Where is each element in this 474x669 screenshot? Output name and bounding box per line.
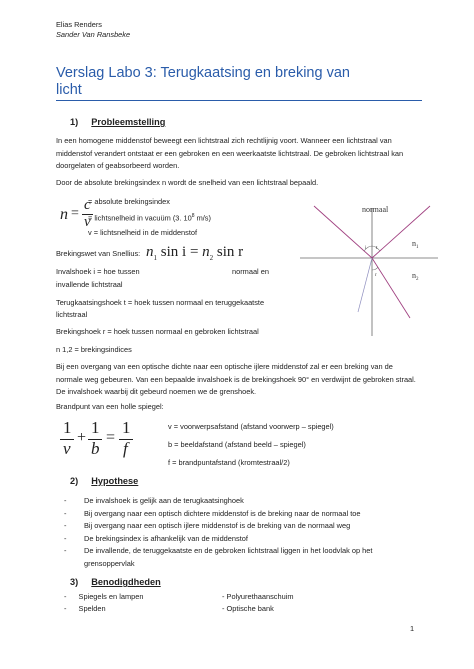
def-c: = lichtsnelheid in vacuüm (3. $10^8$ m/s)	[88, 213, 211, 223]
section-1-number: 1)	[70, 117, 79, 127]
snell-formula: $n_1$ $\sin i = n_2$ sin r	[146, 244, 244, 262]
section-2-number: 2)	[70, 476, 79, 486]
author-2: Sander Van Ransbeke	[56, 30, 131, 39]
section-2-title: Hypothese	[91, 476, 139, 486]
list-item: - De invalshoek is gelijk aan de terugkaatsinghoek	[56, 495, 426, 508]
hypothesis-list	[56, 495, 426, 570]
section-3-heading	[70, 577, 161, 587]
incidence-def-3: invallende lichtstraal	[56, 280, 123, 289]
list-item: - De brekingsindex is afhankelijk van de middenstof	[56, 533, 426, 546]
section-2-heading	[70, 476, 138, 486]
section-3-number: 3)	[70, 577, 79, 587]
title-underline	[56, 100, 422, 101]
reflection-def-1: Terugkaatsingshoek t = hoek tussen normaal en teruggekaatste	[56, 298, 265, 307]
list-item: - De invallende, de teruggekaatste en de gebroken lichtstraal liggen in het loodvlak op het	[56, 545, 426, 558]
def-n: = absolute brekingsindex	[88, 197, 170, 206]
equipment-right-1: - Polyurethaanschuim	[222, 592, 294, 601]
mirror-def-v: v = voorwerpsafstand (afstand voorwerp – spiegel)	[168, 422, 334, 431]
incidence-def-1: Invalshoek i = hoe tussen	[56, 267, 140, 276]
refraction-def: Brekingshoek r = hoek tussen normaal en gebroken lichtstraal	[56, 327, 259, 336]
label-n1: $n_1$	[412, 239, 419, 250]
formula-equals: =	[71, 206, 79, 221]
section-1-heading	[70, 117, 165, 127]
brekingsindex-intro: Door de absolute brekingsindex n wordt de snelheid van een lichtstraal bepaald.	[56, 178, 319, 187]
page-title-line2: licht	[56, 82, 82, 98]
equipment-right-2: - Optische bank	[222, 604, 274, 613]
angle-arc-r	[372, 267, 378, 270]
section-3-title: Benodigdheden	[91, 577, 161, 587]
page-number: 1	[410, 624, 415, 633]
label-i: i	[365, 246, 367, 251]
author-1: Elias Renders	[56, 20, 103, 29]
mirror-def-f: f = brandpuntafstand (kromtestraal/2)	[168, 458, 290, 467]
snell-label: Brekingswet van Snellius:	[56, 249, 141, 258]
dispersion-ray	[358, 258, 372, 312]
equipment-left-2: - Spelden	[64, 604, 106, 613]
list-item: grensoppervlak	[84, 558, 135, 568]
refraction-diagram	[300, 196, 440, 336]
critical-angle-paragraph: Bij een overgang van een optische dichte naar een optische ijlere middenstof zal er een breking van de normale weg gebeuren. Van een bepaalde invalshoek is de brekingshoek 90° en verdwijnt de gebroken straal. De invalshoek waarbij dit gebeurd noemen we de grenshoek.	[56, 362, 416, 396]
page-title: Verslag Labo 3: Terugkaatsing en breking van	[56, 65, 350, 81]
formula-v: v	[84, 214, 91, 230]
mirror-label: Brandpunt van een holle spiegel:	[56, 402, 164, 411]
list-item: - Bij overgang naar een optisch dichtere middenstof is de breking naar de normaal toe	[56, 508, 426, 521]
label-t: t	[376, 246, 378, 251]
mirror-def-b: b = beeldafstand (afstand beeld – spiegel)	[168, 440, 306, 449]
formula-c: c	[84, 197, 91, 213]
label-r: r	[375, 273, 377, 278]
formula-n: n	[60, 206, 68, 223]
mirror-formula: 1 v + 1 b = 1 f	[60, 418, 140, 464]
indices-def: n 1,2 = brekingsindices	[56, 345, 132, 354]
reflection-def-2: lichtstraal	[56, 310, 88, 319]
list-item: - Bij overgang naar een optisch ijlere middenstof is de breking van de normaal weg	[56, 520, 426, 533]
incidence-def-2: normaal en	[232, 267, 269, 276]
label-n2: $n_2$	[412, 271, 419, 282]
section-1-title: Probleemstelling	[91, 117, 166, 127]
def-v: v = lichtsnelheid in de middenstof	[88, 228, 198, 237]
intro-paragraph: In een homogene middenstof beweegt een lichtstraal zich rechtlijnig voort. Wanneer een lichtstraal van middenstof verandert ontstaat er een gebroken en een weerkaatste lichtstraal. De gebroken lichtstraal kan doorgelaten of geabsorbeerd worden.	[56, 136, 404, 170]
label-normaal: normaal	[362, 205, 389, 214]
equipment-left-1: - Spiegels en lampen	[64, 592, 144, 601]
